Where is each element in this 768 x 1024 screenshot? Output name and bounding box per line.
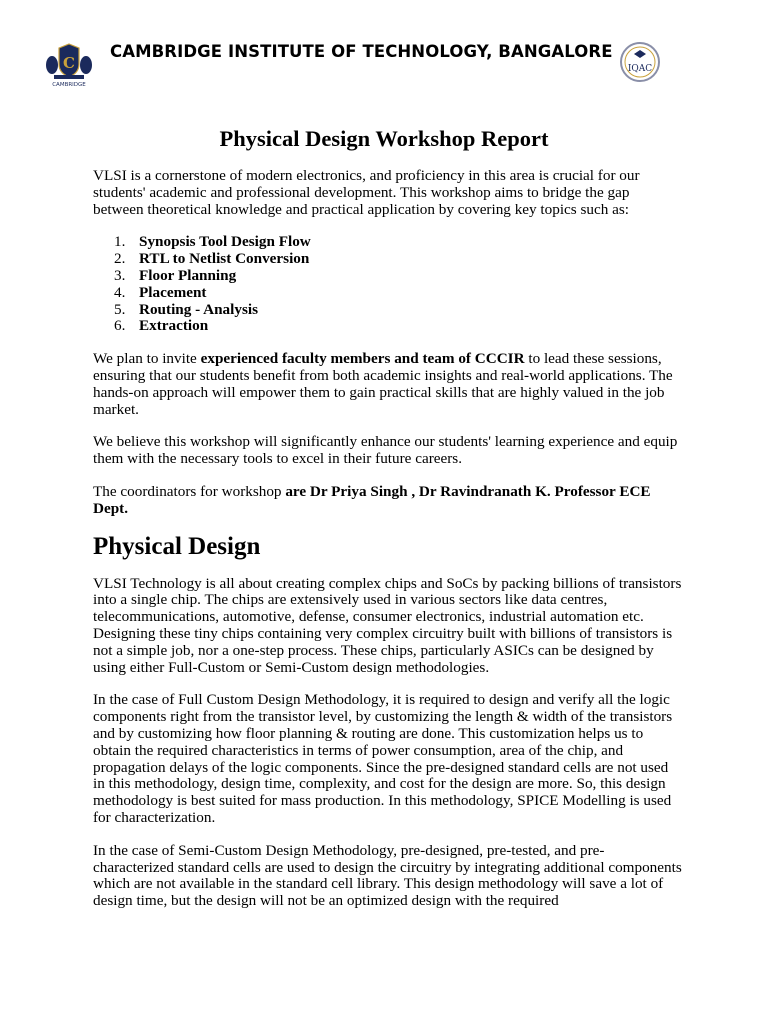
topic-item — [93, 302, 683, 319]
plan-text-bold: experienced faculty members and team of CCCIR — [200, 350, 525, 368]
topic-label: Placement — [139, 283, 207, 301]
section-heading: Physical Design — [93, 532, 261, 560]
page-header — [0, 38, 768, 88]
section-paragraph: VLSI Technology is all about creating complex chips and SoCs by packing billions of transistors into a single chip. The chips are extensively used in various sectors like data centres, telecommunications, automotive, defense, consumer electronics, industrial automation etc. Designing these tiny chips containing very complex circuitry built with billions of transistors is not a simple job, nor a one-step process. These chips, particularly ASICs can be designed by using either Full-Custom or Semi-Custom design methodologies. — [93, 574, 682, 676]
section-paragraph: In the case of Full Custom Design Methodology, it is required to design and verify all the logic components right from the transistor level, by customizing the length & width of the transistors and by customizing how floor planning & routing are done. This customization helps us to obtain the required characteristics in terms of power consumption, area of the chip, and propagation delays of the logic components. Since the pre-designed standard cells are not used in this methodology, design time, complexity, and cost for the design are more. So, this design methodology is best suited for mass production. In this methodology, SPICE Modelling is used for characterization. — [93, 691, 673, 826]
plan-text-post: to lead these sessions, ensuring that our students benefit from both academic insights and real-world applications. The hands-on approach will empower them to gain practical skills that are highly valued in the job market. — [93, 350, 673, 418]
coordinators-text-pre: The coordinators for workshop — [93, 482, 286, 500]
section-paragraph: In the case of Semi-Custom Design Methodology, pre-designed, pre-tested, and pre-characterized standard cells are used to design the circuitry by integrating additional components which are not available in the standard cell library. This design methodology will save a lot of design time, but the design will not be an optimized design with the required — [93, 841, 682, 910]
coordinators-names: are Dr Priya Singh , Dr Ravindranath K. Professor ECE Dept — [93, 482, 651, 517]
topic-item — [93, 285, 683, 302]
belief-paragraph: We believe this workshop will significantly enhance our students' learning experience and equip them with the necessary tools to excel in their future careers. — [93, 433, 678, 468]
topic-number: 4. — [114, 283, 126, 301]
topic-label: Routing - Analysis — [139, 300, 259, 318]
iqac-logo — [618, 40, 662, 84]
topic-number: 5. — [114, 300, 126, 318]
cambridge-logo-text: CAMBRIDGE — [52, 82, 86, 88]
svg-text:C: C — [63, 54, 75, 72]
institute-name: CAMBRIDGE INSTITUTE OF TECHNOLOGY, BANGALORE — [110, 42, 613, 61]
topic-item — [93, 268, 683, 285]
iqac-logo-text: IQAC — [627, 64, 653, 74]
cambridge-logo — [44, 42, 94, 88]
topic-number: 2. — [114, 250, 126, 268]
intro-paragraph: VLSI is a cornerstone of modern electronics, and proficiency in this area is crucial for our students' academic and professional development. This workshop aims to bridge the gap between theoretical knowledge and practical application by covering key topics such as: — [93, 167, 640, 218]
report-title: Physical Design Workshop Report — [219, 126, 549, 151]
coordinators-paragraph — [93, 484, 683, 518]
topic-item — [93, 251, 683, 268]
topic-list — [93, 234, 683, 335]
plan-paragraph — [93, 351, 683, 418]
topic-number: 3. — [114, 266, 126, 284]
topic-label: Floor Planning — [139, 266, 237, 284]
plan-text-pre: We plan to invite — [93, 350, 201, 368]
topic-number: 6. — [114, 317, 126, 335]
topic-label: Synopsis Tool Design Flow — [139, 233, 311, 251]
topic-number: 1. — [114, 233, 126, 251]
coordinators-text-post: . — [124, 499, 129, 517]
topic-label: Extraction — [139, 317, 209, 335]
topic-label: RTL to Netlist Conversion — [139, 250, 310, 268]
topic-item — [93, 318, 683, 335]
topic-item — [93, 234, 683, 251]
report-body — [93, 168, 683, 910]
